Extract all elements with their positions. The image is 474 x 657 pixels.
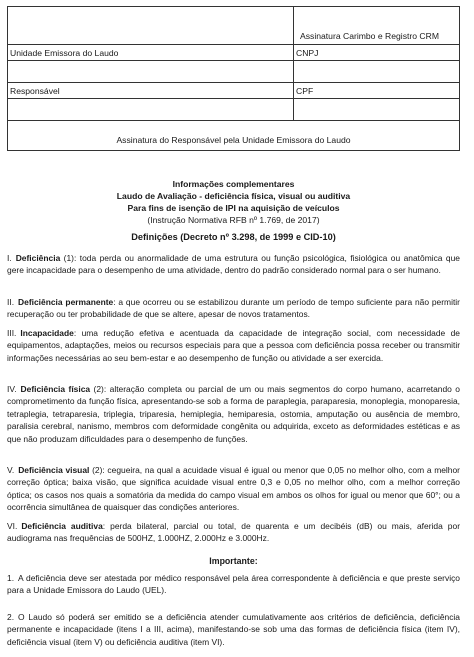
header-line-3: Para fins de isenção de IPI na aquisição de veículos <box>127 203 340 213</box>
form-row-issuer-labels <box>8 44 459 60</box>
definition-text: : alteração completa ou parcial de um ou mais segmentos do corpo humano, acarretando o comprometimento da função física, apresentando-se sob a forma de paraplegia, paraparesia, monoplegia, monoparesia, tetraplegia, tetraparesia, triplegia, triparesia, hemiplegia, hemiparesia, ostomia, amputação ou ausência de membro, paralisia cerebral, nanismo, membros com deformidade congênita ou adquirida, exceto as deformidades estéticas e as que não produzam dificuldades para o desempenho de funções. <box>7 384 460 444</box>
header-line-1: Informações complementares <box>172 179 295 189</box>
definition-number: IV. <box>7 384 17 394</box>
issuer-field[interactable] <box>8 61 294 82</box>
important-number: 2. <box>7 612 15 622</box>
definition-item <box>7 520 460 545</box>
definition-text: : uma redução efetiva e acentuada da capacidade de integração social, com necessidade de equipamentos, adaptações, meios ou recursos especiais para que a pessoa com deficiência possa receber ou transmitir informações necessárias ao seu bem-estar e ao desempenho de função ou atividade a ser exercida. <box>7 328 460 363</box>
definition-item <box>7 383 460 445</box>
definition-term: Deficiência física <box>20 384 91 394</box>
definition-term: Deficiência auditiva <box>21 521 103 531</box>
cnpj-field[interactable] <box>294 61 459 82</box>
definition-number: V. <box>7 465 15 475</box>
definition-ref: (2) <box>89 465 103 475</box>
important-title: Importante: <box>209 556 258 566</box>
cnpj-label: CNPJ <box>296 48 319 58</box>
header-line-4: (Instrução Normativa RFB nº 1.769, de 2017) <box>147 215 320 225</box>
definition-term: Deficiência permanente <box>18 297 114 307</box>
signature-form <box>7 6 460 151</box>
form-row-responsible-labels <box>8 82 459 98</box>
important-text: O Laudo só poderá ser emitido se a deficiência atender cumulativamente aos critérios de deficiência, deficiência permanente e incapacidade (itens I a III, acima), manifestando-se sob uma das formas de deficiência física (item IV), deficiência visual (item V) ou deficiência auditiva (item VI). <box>7 612 460 647</box>
definition-term: Deficiência visual <box>18 465 90 475</box>
responsible-label: Responsável <box>8 83 294 98</box>
definition-term: Deficiência <box>15 253 61 263</box>
definition-text: : cegueira, na qual a acuidade visual é igual ou menor que 0,05 no melhor olho, com a melhor correção óptica; baixa visão, que significa acuidade visual entre 0,3 e 0,05 no melhor olho, com a melhor correção óptica; os casos nos quais a somatória da medida do campo visual em ambos os olhos for igual ou menor que 60°; ou a ocorrência simultânea de quaisquer das condições anteriores. <box>7 465 460 513</box>
form-row-responsible-values <box>8 98 459 120</box>
definition-ref: (1) <box>60 253 74 263</box>
definition-text: : toda perda ou anormalidade de uma estrutura ou função psicológica, fisiológica ou anatômica que gere incapacidade para o desempenho de uma atividade, dentro do padrão considerado normal para o ser humano. <box>7 253 460 276</box>
definition-item <box>7 296 460 321</box>
responsible-field[interactable] <box>8 99 294 120</box>
form-row-signature <box>8 120 459 150</box>
signature-label: Assinatura do Responsável pela Unidade Emissora do Laudo <box>116 135 351 145</box>
important-item <box>7 572 460 597</box>
header-line-2: Laudo de Avaliação - deficiência física, visual ou auditiva <box>116 191 351 201</box>
issuer-label: Unidade Emissora do Laudo <box>8 45 294 60</box>
definition-number: II. <box>7 297 15 307</box>
definition-ref: (2) <box>90 384 104 394</box>
form-empty-cell <box>8 7 294 44</box>
stamp-label: Assinatura Carimbo e Registro CRM <box>300 31 439 41</box>
definition-number: VI. <box>7 521 18 531</box>
form-row-stamp <box>8 7 459 44</box>
definition-number: III. <box>7 328 17 338</box>
definition-item <box>7 327 460 364</box>
important-text: A deficiência deve ser atestada por médico responsável pela área correspondente à deficiência e que preste serviço para a Unidade Emissora do Laudo (UEL). <box>7 573 460 596</box>
definition-number: I. <box>7 253 12 263</box>
definition-text: : perda bilateral, parcial ou total, de quarenta e um decibéis (dB) ou mais, aferida por audiograma nas frequências de 500HZ, 1.000HZ, 2.000Hz e 3.000Hz. <box>7 521 461 544</box>
important-item <box>7 611 460 648</box>
definition-term: Incapacidade <box>20 328 74 338</box>
cpf-label: CPF <box>296 86 314 96</box>
definition-item <box>7 464 460 514</box>
important-number: 1. <box>7 573 15 583</box>
definition-item <box>7 252 460 277</box>
form-row-issuer-values <box>8 60 459 82</box>
cpf-field[interactable] <box>294 99 459 120</box>
definition-text: : a que ocorreu ou se estabilizou durante um período de tempo suficiente para não permitir recuperação ou ter probabilidade de que se altere, apesar de novos tratamentos. <box>7 297 460 320</box>
definitions-title: Definições (Decreto nº 3.298, de 1999 e CID-10) <box>131 232 336 242</box>
